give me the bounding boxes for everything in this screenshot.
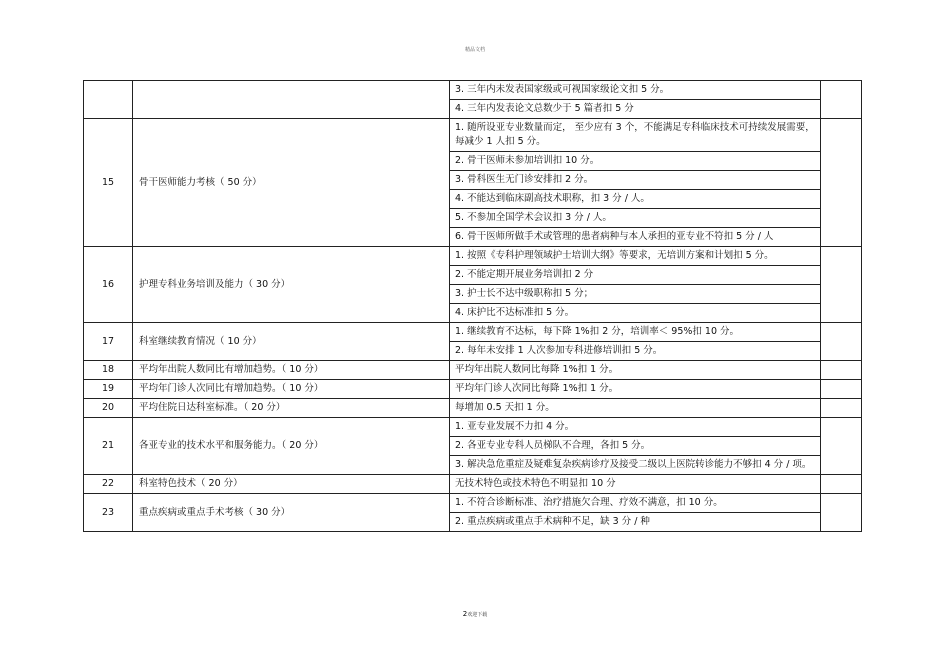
item-number-cell: 20 <box>84 399 133 418</box>
score-cell <box>821 81 862 119</box>
table-row <box>84 81 862 100</box>
item-number-cell: 18 <box>84 361 133 380</box>
scoring-criterion-cell: 1. 按照《专科护理领域护士培训大纲》等要求，无培训方案和计划扣 5 分。 <box>450 247 821 266</box>
table-row <box>84 418 862 437</box>
assessment-item-cell: 骨干医师能力考核（ 50 分） <box>133 119 450 247</box>
scoring-criterion-cell: 1. 不符合诊断标准、治疗措施欠合理、疗效不满意，扣 10 分。 <box>450 494 821 513</box>
table-row <box>84 247 862 266</box>
scoring-criterion-cell: 6. 骨干医师所做手术或管理的患者病种与本人承担的亚专业不符扣 5 分 / 人 <box>450 228 821 247</box>
assessment-item-cell: 护理专科业务培训及能力（ 30 分） <box>133 247 450 323</box>
scoring-criterion-cell: 1. 继续教育不达标，每下降 1%扣 2 分，培训率＜ 95%扣 10 分。 <box>450 323 821 342</box>
assessment-table <box>83 80 862 532</box>
score-cell <box>821 119 862 247</box>
scoring-criterion-cell: 2. 每年未安排 1 人次参加专科进修培训扣 5 分。 <box>450 342 821 361</box>
score-cell <box>821 323 862 361</box>
page-number: 2 <box>462 610 468 618</box>
scoring-criterion-cell: 无技术特色或技术特色不明显扣 10 分 <box>450 475 821 494</box>
item-number-cell: 21 <box>84 418 133 475</box>
scoring-criterion-cell: 1. 随所设亚专业数量而定， 至少应有 3 个，不能满足专科临床技术可持续发展需要，每减少 1 人扣 5 分。 <box>450 119 821 152</box>
scoring-criterion-cell: 平均年出院人数同比每降 1%扣 1 分。 <box>450 361 821 380</box>
table-row <box>84 494 862 513</box>
score-cell <box>821 418 862 475</box>
assessment-item-cell: 平均年门诊人次同比有增加趋势。（ 10 分） <box>133 380 450 399</box>
score-cell <box>821 247 862 323</box>
table-row <box>84 119 862 152</box>
score-cell <box>821 399 862 418</box>
table-row <box>84 475 862 494</box>
item-number-cell: 23 <box>84 494 133 532</box>
scoring-criterion-cell: 3. 护士长不达中级职称扣 5 分； <box>450 285 821 304</box>
item-number-cell: 22 <box>84 475 133 494</box>
scoring-criterion-cell: 平均年门诊人次同比每降 1%扣 1 分。 <box>450 380 821 399</box>
score-cell <box>821 380 862 399</box>
assessment-item-cell <box>133 81 450 119</box>
item-number-cell: 17 <box>84 323 133 361</box>
table-row <box>84 361 862 380</box>
scoring-criterion-cell: 4. 不能达到临床副高技术职称，扣 3 分 / 人。 <box>450 190 821 209</box>
table-row <box>84 399 862 418</box>
scoring-criterion-cell: 2. 骨干医师未参加培训扣 10 分。 <box>450 152 821 171</box>
assessment-item-cell: 重点疾病或重点手术考核（ 30 分） <box>133 494 450 532</box>
item-number-cell: 15 <box>84 119 133 247</box>
assessment-item-cell: 各亚专业的技术水平和服务能力。（ 20 分） <box>133 418 450 475</box>
score-cell <box>821 494 862 532</box>
scoring-criterion-cell: 5. 不参加全国学术会议扣 3 分 / 人。 <box>450 209 821 228</box>
item-number-cell: 16 <box>84 247 133 323</box>
assessment-table-body <box>84 81 862 532</box>
scoring-criterion-cell: 1. 亚专业发展不力扣 4 分。 <box>450 418 821 437</box>
scoring-criterion-cell: 3. 解决急危重症及疑难复杂疾病诊疗及接受二级以上医院转诊能力不够扣 4 分 / 项。 <box>450 456 821 475</box>
scoring-criterion-cell: 3. 三年内未发表国家级或可视国家级论文扣 5 分。 <box>450 81 821 100</box>
assessment-item-cell: 平均住院日达科室标准。（ 20 分） <box>133 399 450 418</box>
footer-download-text: 欢迎下载 <box>467 612 488 618</box>
assessment-item-cell: 科室特色技术（ 20 分） <box>133 475 450 494</box>
scoring-criterion-cell: 2. 重点疾病或重点手术病种不足，缺 3 分 / 种 <box>450 513 821 532</box>
score-cell <box>821 475 862 494</box>
assessment-item-cell: 科室继续教育情况（ 10 分） <box>133 323 450 361</box>
item-number-cell: 19 <box>84 380 133 399</box>
scoring-criterion-cell: 2. 不能定期开展业务培训扣 2 分 <box>450 266 821 285</box>
page-header: 精品文档 <box>464 47 485 53</box>
score-cell <box>821 361 862 380</box>
scoring-criterion-cell: 4. 床护比不达标准扣 5 分。 <box>450 304 821 323</box>
table-row <box>84 380 862 399</box>
scoring-criterion-cell: 3. 骨科医生无门诊安排扣 2 分。 <box>450 171 821 190</box>
scoring-criterion-cell: 每增加 0.5 天扣 1 分。 <box>450 399 821 418</box>
scoring-criterion-cell: 2. 各亚专业专科人员梯队不合理，各扣 5 分。 <box>450 437 821 456</box>
page-footer <box>0 610 950 618</box>
table-row <box>84 323 862 342</box>
item-number-cell <box>84 81 133 119</box>
assessment-item-cell: 平均年出院人数同比有增加趋势。（ 10 分） <box>133 361 450 380</box>
scoring-criterion-cell: 4. 三年内发表论文总数少于 5 篇者扣 5 分 <box>450 100 821 119</box>
